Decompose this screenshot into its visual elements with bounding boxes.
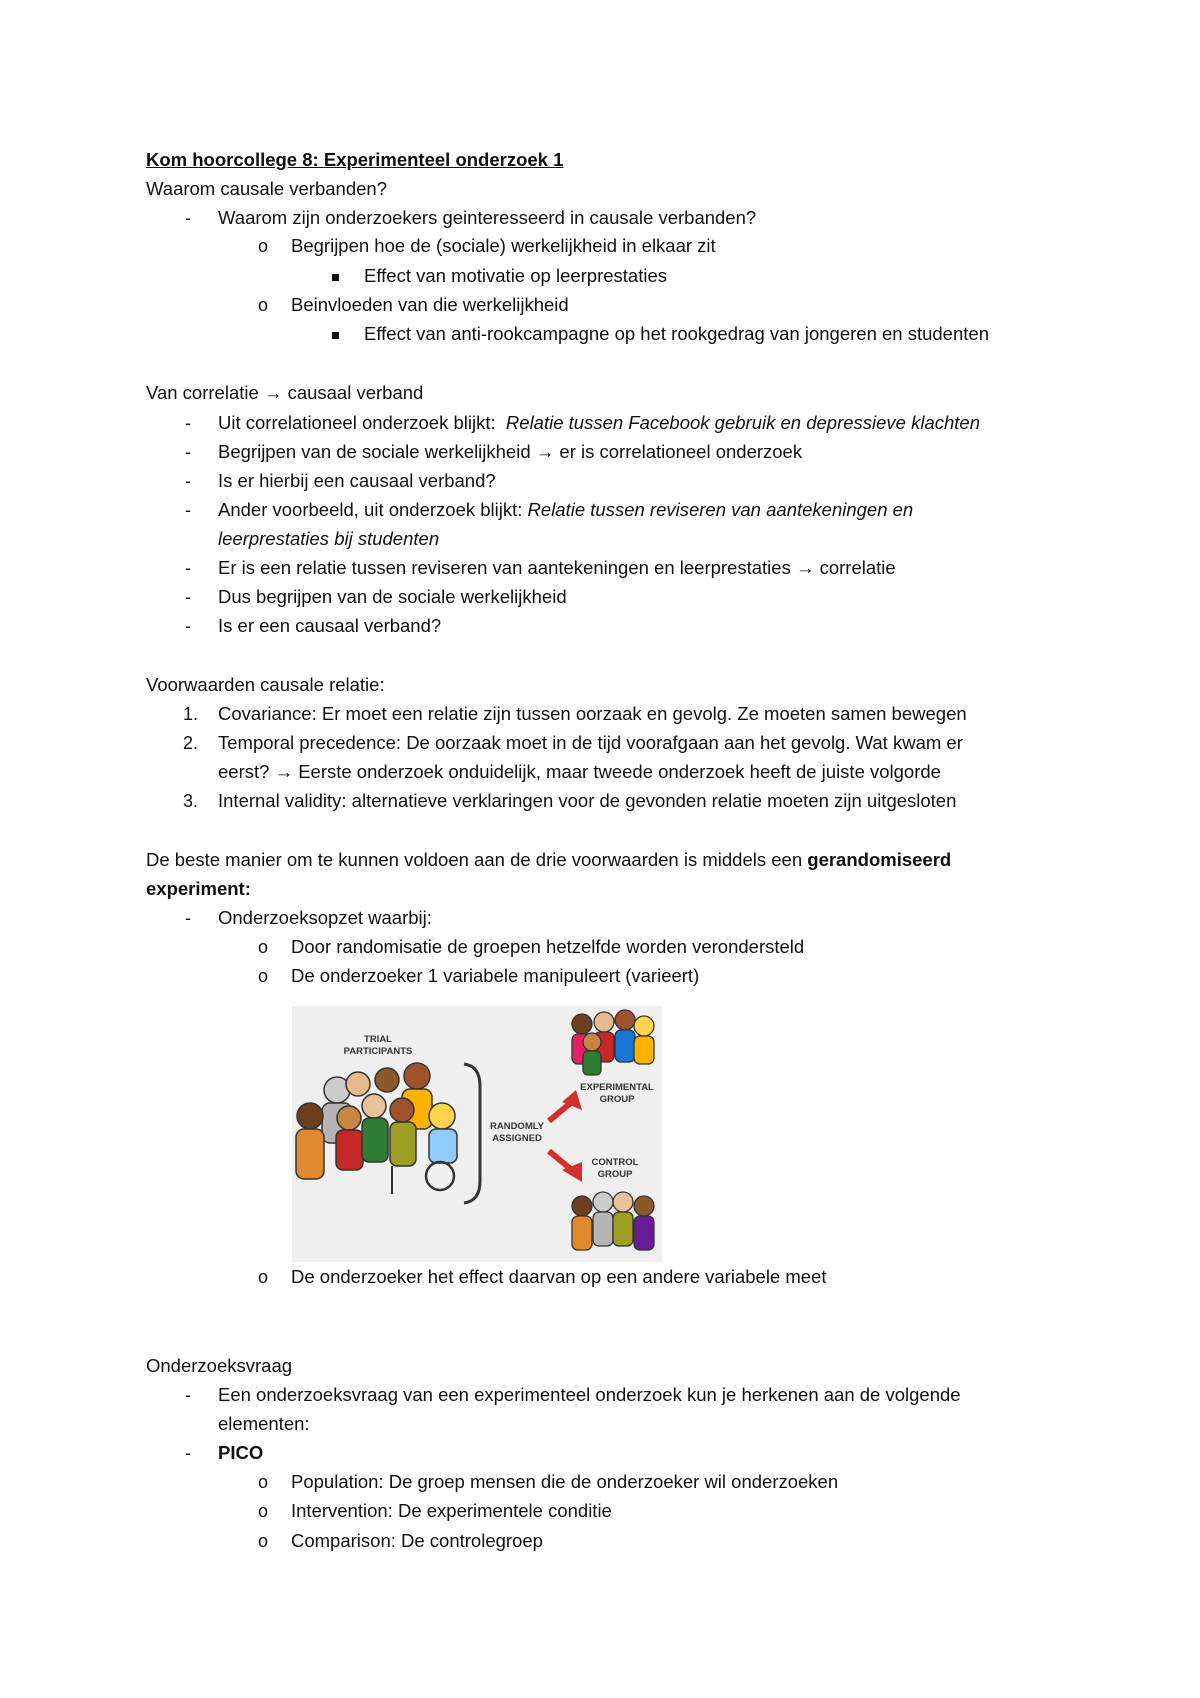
circle-bullet: o bbox=[258, 295, 269, 315]
label-control: CONTROL bbox=[591, 1157, 639, 1168]
italic-text: Relatie tussen Facebook gebruik en depressieve klachten bbox=[505, 412, 981, 433]
paragraph bbox=[146, 848, 951, 872]
section-heading-causal: Waarom causale verbanden? bbox=[146, 178, 387, 199]
randomized-trial-illustration bbox=[292, 1006, 662, 1262]
text: De beste manier om te kunnen voldoen aan de drie voorwaarden is middels een bbox=[146, 849, 803, 870]
text: Eerste onderzoek onduidelijk, maar tweede onderzoek heeft de juiste volgorde bbox=[298, 761, 941, 782]
dash-bullet: - bbox=[185, 908, 191, 928]
list-item: Effect van anti-rookcampagne op het rookgedrag van jongeren en studenten bbox=[364, 323, 989, 344]
dash-bullet: - bbox=[185, 1385, 191, 1405]
list-item: De onderzoeker het effect daarvan op een andere variabele meet bbox=[291, 1266, 827, 1287]
list-item-continuation: elementen: bbox=[218, 1413, 310, 1434]
arrow-icon: → bbox=[535, 441, 555, 462]
circle-bullet: o bbox=[258, 1472, 269, 1492]
list-item: Intervention: De experimentele conditie bbox=[291, 1500, 612, 1521]
list-number: 3. bbox=[183, 791, 199, 811]
list-number: 1. bbox=[183, 704, 199, 724]
arrow-icon: → bbox=[263, 382, 283, 403]
label-exp-group: GROUP bbox=[599, 1094, 635, 1105]
section-heading-correlation bbox=[146, 381, 423, 405]
label-randomly: RANDOMLY bbox=[489, 1121, 545, 1132]
list-item bbox=[218, 556, 896, 580]
numbered-item: Covariance: Er moet een relatie zijn tussen oorzaak en gevolg. Ze moeten samen bewegen bbox=[218, 703, 967, 724]
numbered-item: Temporal precedence: De oorzaak moet in de tijd voorafgaan aan het gevolg. Wat kwam er bbox=[218, 732, 963, 753]
text: Begrijpen van de sociale werkelijkheid bbox=[218, 441, 531, 462]
italic-text: Relatie tussen reviseren van aantekeningen en bbox=[527, 499, 914, 520]
list-item: Onderzoeksopzet waarbij: bbox=[218, 907, 432, 928]
dash-bullet: - bbox=[185, 587, 191, 607]
square-bullet-icon bbox=[332, 332, 339, 339]
dash-bullet: - bbox=[185, 208, 191, 228]
dash-bullet: - bbox=[185, 1443, 191, 1463]
list-item: Begrijpen hoe de (sociale) werkelijkheid in elkaar zit bbox=[291, 235, 716, 256]
dash-bullet: - bbox=[185, 558, 191, 578]
dash-bullet: - bbox=[185, 413, 191, 433]
list-item bbox=[218, 498, 913, 522]
list-item bbox=[218, 411, 980, 435]
text: eerst? bbox=[218, 761, 270, 782]
list-item-pico: PICO bbox=[218, 1442, 264, 1463]
list-item: Door randomisatie de groepen hetzelfde worden verondersteld bbox=[291, 936, 805, 957]
dash-bullet: - bbox=[185, 616, 191, 636]
dash-bullet: - bbox=[185, 442, 191, 462]
label-participants: PARTICIPANTS bbox=[343, 1046, 413, 1057]
list-item: Dus begrijpen van de sociale werkelijkheid bbox=[218, 586, 567, 607]
circle-bullet: o bbox=[258, 937, 269, 957]
circle-bullet: o bbox=[258, 1531, 269, 1551]
list-item: Population: De groep mensen die de onderzoeker wil onderzoeken bbox=[291, 1471, 839, 1492]
section-heading-conditions: Voorwaarden causale relatie: bbox=[146, 674, 385, 695]
heading-text: causaal verband bbox=[287, 382, 424, 403]
arrow-icon: → bbox=[795, 557, 815, 578]
list-item: Beinvloeden van die werkelijkheid bbox=[291, 294, 569, 315]
text: Er is een relatie tussen reviseren van aantekeningen en leerprestaties bbox=[218, 557, 791, 578]
label-trial: TRIAL bbox=[364, 1034, 392, 1045]
section-heading-research-question: Onderzoeksvraag bbox=[146, 1355, 293, 1376]
circle-bullet: o bbox=[258, 966, 269, 986]
list-item: Is er een causaal verband? bbox=[218, 615, 442, 636]
label-control-group: GROUP bbox=[597, 1169, 633, 1180]
list-item bbox=[218, 440, 802, 464]
list-item-continuation: leerprestaties bij studenten bbox=[218, 528, 440, 549]
circle-bullet: o bbox=[258, 1267, 269, 1287]
circle-bullet: o bbox=[258, 236, 269, 256]
text: Uit correlationeel onderzoek blijkt: bbox=[218, 412, 496, 433]
list-item: Effect van motivatie op leerprestaties bbox=[364, 265, 668, 286]
list-item: Is er hierbij een causaal verband? bbox=[218, 470, 496, 491]
heading-text: Van correlatie bbox=[146, 382, 259, 403]
document-title: Kom hoorcollege 8: Experimenteel onderzoek 1 bbox=[146, 149, 564, 170]
list-item: De onderzoeker 1 variabele manipuleert (varieert) bbox=[291, 965, 700, 986]
text: correlatie bbox=[819, 557, 896, 578]
square-bullet-icon bbox=[332, 274, 339, 281]
label-assigned: ASSIGNED bbox=[492, 1133, 542, 1144]
dash-bullet: - bbox=[185, 471, 191, 491]
list-number: 2. bbox=[183, 733, 199, 753]
text: er is correlationeel onderzoek bbox=[559, 441, 803, 462]
label-experimental: EXPERIMENTAL bbox=[580, 1082, 654, 1093]
arrow-icon: → bbox=[274, 761, 294, 782]
list-item: Een onderzoeksvraag van een experimenteel onderzoek kun je herkenen aan de volgende bbox=[218, 1384, 961, 1405]
numbered-item: Internal validity: alternatieve verklaringen voor de gevonden relatie moeten zijn uitgesloten bbox=[218, 790, 957, 811]
list-item: Waarom zijn onderzoekers geinteresseerd in causale verbanden? bbox=[218, 207, 757, 228]
circle-bullet: o bbox=[258, 1501, 269, 1521]
list-item: Comparison: De controlegroep bbox=[291, 1530, 543, 1551]
paragraph-continuation: experiment: bbox=[146, 878, 251, 899]
control-group bbox=[572, 1192, 654, 1250]
text: Ander voorbeeld, uit onderzoek blijkt: bbox=[218, 499, 523, 520]
dash-bullet: - bbox=[185, 500, 191, 520]
numbered-item-continuation bbox=[218, 760, 941, 784]
bold-text: gerandomiseerd bbox=[807, 849, 952, 870]
